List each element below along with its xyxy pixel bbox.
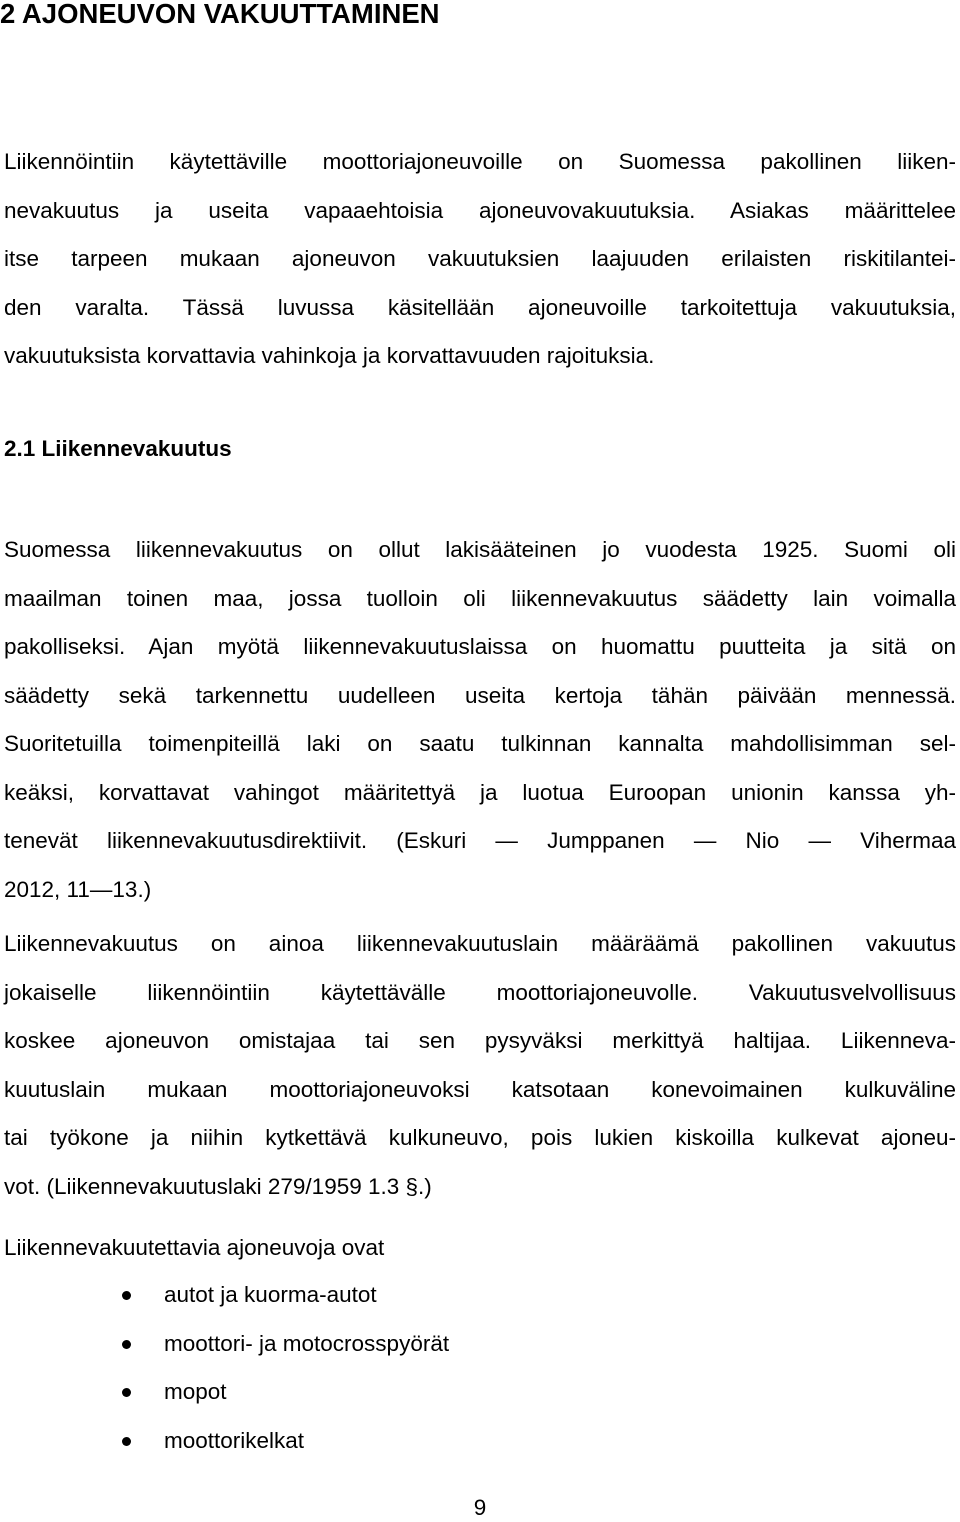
paragraph-line: jokaiselle liikennöintiin käytettävälle moottoriajoneuvolle. Vakuutusvelvollisuus (4, 979, 956, 1005)
page-number: 9 (473, 1495, 487, 1520)
paragraph-line: maailman toinen maa, jossa tuolloin oli liikennevakuutus säädetty lain voimalla (4, 585, 956, 611)
bullet-icon (122, 1340, 131, 1349)
paragraph-line: 2012, 11—13.) (4, 876, 152, 902)
bullet-icon (122, 1437, 131, 1446)
paragraph-line: pakolliseksi. Ajan myötä liikennevakuutuslaissa on huomattu puutteita ja sitä on (4, 634, 956, 659)
bullet-icon (122, 1291, 131, 1300)
paragraph-line: koskee ajoneuvon omistajaa tai sen pysyväksi merkittyä haltijaa. Liikenneva- (4, 1028, 956, 1053)
list-intro-text: Liikennevakuutettavia ajoneuvoja ovat (4, 1235, 385, 1260)
list-item-label: mopot (164, 1379, 227, 1404)
bullet-icon (122, 1388, 131, 1397)
paragraph-line: den varalta. Tässä luvussa käsitellään ajoneuvoille tarkoitettuja vakuutuksia, (4, 294, 956, 320)
list-item-label: moottori- ja motocrosspyörät (164, 1330, 450, 1356)
list-item (0, 1320, 449, 1369)
list-item (0, 1417, 449, 1466)
paragraph-line: tenevät liikennevakuutusdirektiivit. (Eskuri — Jumppanen — Nio — Vihermaa (4, 828, 956, 853)
intro-paragraph (4, 138, 956, 381)
paragraph-line: vot. (Liikennevakuutuslaki 279/1959 1.3 §.) (4, 1173, 432, 1199)
paragraph-line: nevakuutus ja useita vapaaehtoisia ajoneuvovakuutuksia. Asiakas määrittelee (4, 197, 956, 223)
list-intro (4, 1224, 956, 1273)
paragraph-line: säädetty sekä tarkennettu uudelleen useita kertoja tähän päivään mennessä. (4, 682, 956, 708)
section-paragraph-2 (4, 920, 956, 1211)
list-item-label: moottorikelkat (164, 1427, 305, 1453)
paragraph-line: kuutuslain mukaan moottoriajoneuvoksi katsotaan konevoimainen kulkuväline (4, 1076, 956, 1102)
section-paragraph-1 (4, 526, 956, 914)
paragraph-line: Suomessa liikennevakuutus on ollut lakisääteinen jo vuodesta 1925. Suomi oli (4, 537, 956, 562)
list-item-label: autot ja kuorma-autot (164, 1282, 377, 1307)
vehicle-list (0, 1271, 449, 1465)
paragraph-line: Liikennevakuutus on ainoa liikennevakuutuslain määräämä pakollinen vakuutus (4, 931, 956, 956)
paragraph-line: Suoritetuilla toimenpiteillä laki on saatu tulkinnan kannalta mahdollisimman sel- (4, 731, 956, 756)
paragraph-line: itse tarpeen mukaan ajoneuvon vakuutuksien laajuuden erilaisten riskitilantei- (4, 246, 956, 271)
paragraph-line: vakuutuksista korvattavia vahinkoja ja korvattavuuden rajoituksia. (4, 343, 655, 368)
chapter-heading: 2 AJONEUVON VAKUUTTAMINEN (0, 0, 440, 29)
list-item (0, 1271, 449, 1320)
list-item (0, 1368, 449, 1417)
section-heading: 2.1 Liikennevakuutus (4, 436, 232, 461)
paragraph-line: keäksi, korvattavat vahingot määritettyä ja luotua Euroopan unionin kanssa yh- (4, 779, 956, 805)
paragraph-line: tai työkone ja niihin kytkettävä kulkuneuvo, pois lukien kiskoilla kulkevat ajoneu- (4, 1125, 956, 1150)
paragraph-line: Liikennöintiin käytettäville moottoriajoneuvoille on Suomessa pakollinen liiken- (4, 149, 956, 174)
